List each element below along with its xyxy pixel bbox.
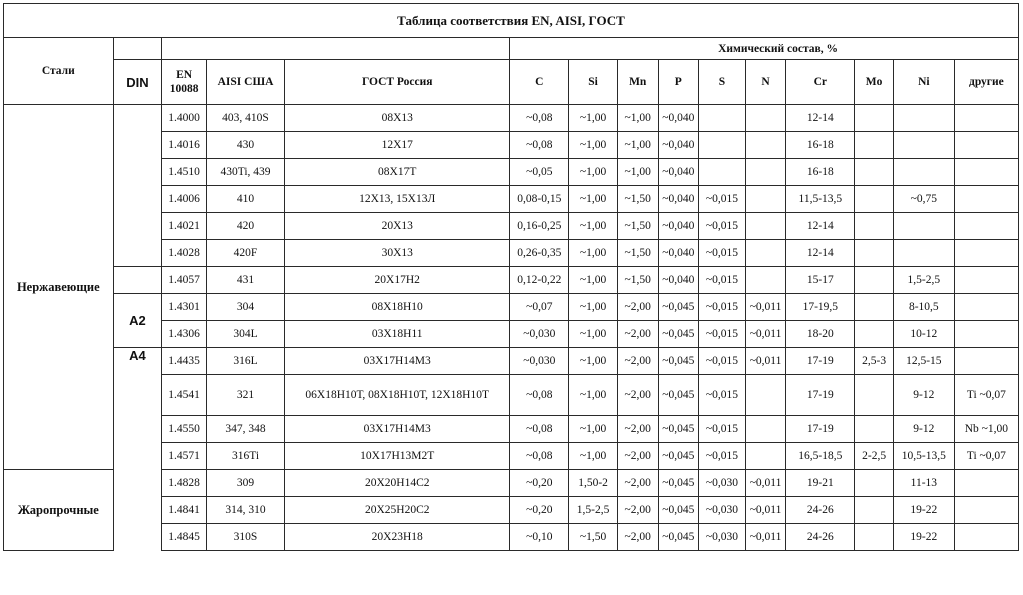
cell-si: ~1,50 [569, 524, 618, 551]
cell-p: ~0,040 [658, 267, 699, 294]
din-label-a2: A2 [113, 294, 162, 348]
cell-gost: 12Х17 [285, 132, 510, 159]
cell-c: ~0,20 [510, 470, 569, 497]
cell-n [745, 213, 786, 240]
cell-aisi: 420F [206, 240, 284, 267]
cell-s [699, 159, 746, 186]
header-din: DIN [113, 60, 162, 105]
cell-other [954, 186, 1018, 213]
cell-s: ~0,015 [699, 240, 746, 267]
cell-mn: ~2,00 [617, 470, 658, 497]
cell-ni: 9-12 [893, 375, 954, 416]
cell-aisi: 309 [206, 470, 284, 497]
cell-p: ~0,045 [658, 321, 699, 348]
table-row [4, 105, 1019, 132]
cell-en: 1.4828 [162, 470, 207, 497]
cell-gost: 30Х13 [285, 240, 510, 267]
cell-aisi: 430Ti, 439 [206, 159, 284, 186]
cell-other [954, 524, 1018, 551]
cell-other: Nb ~1,00 [954, 416, 1018, 443]
cell-s: ~0,015 [699, 443, 746, 470]
cell-p: ~0,045 [658, 375, 699, 416]
cell-cr: 11,5-13,5 [786, 186, 855, 213]
cell-si: ~1,00 [569, 186, 618, 213]
cell-mo [855, 105, 894, 132]
cell-n [745, 159, 786, 186]
header-aisi: AISI США [206, 60, 284, 105]
cell-gost: 06Х18Н10Т, 08Х18Н10Т, 12Х18Н10Т [285, 375, 510, 416]
cell-c: 0,08-0,15 [510, 186, 569, 213]
cell-mo [855, 524, 894, 551]
cell-c: ~0,08 [510, 375, 569, 416]
cell-si: ~1,00 [569, 240, 618, 267]
cell-mn: ~2,00 [617, 321, 658, 348]
din-empty-cell [113, 267, 162, 294]
header-standards-spacer [162, 38, 510, 60]
cell-other [954, 294, 1018, 321]
cell-si: ~1,00 [569, 132, 618, 159]
cell-cr: 16,5-18,5 [786, 443, 855, 470]
cell-s: ~0,015 [699, 267, 746, 294]
header-element-s: S [699, 60, 746, 105]
cell-aisi: 431 [206, 267, 284, 294]
cell-gost: 12Х13, 15Х13Л [285, 186, 510, 213]
cell-c: ~0,10 [510, 524, 569, 551]
cell-n: ~0,011 [745, 524, 786, 551]
header-element-ni: Ni [893, 60, 954, 105]
cell-cr: 17-19 [786, 416, 855, 443]
cell-p: ~0,045 [658, 443, 699, 470]
cell-aisi: 310S [206, 524, 284, 551]
cell-p: ~0,040 [658, 105, 699, 132]
cell-cr: 12-14 [786, 105, 855, 132]
cell-ni: 10,5-13,5 [893, 443, 954, 470]
cell-aisi: 314, 310 [206, 497, 284, 524]
cell-en: 1.4000 [162, 105, 207, 132]
cell-other [954, 105, 1018, 132]
cell-aisi: 321 [206, 375, 284, 416]
cell-n [745, 132, 786, 159]
cell-mn: ~2,00 [617, 443, 658, 470]
cell-ni [893, 240, 954, 267]
din-empty-cell [113, 375, 162, 551]
header-en: EN 10088 [162, 60, 207, 105]
cell-c: 0,12-0,22 [510, 267, 569, 294]
cell-ni: 11-13 [893, 470, 954, 497]
cell-other [954, 267, 1018, 294]
cell-s: ~0,015 [699, 186, 746, 213]
cell-p: ~0,040 [658, 159, 699, 186]
cell-en: 1.4541 [162, 375, 207, 416]
cell-c: ~0,08 [510, 443, 569, 470]
header-element-c: C [510, 60, 569, 105]
cell-si: ~1,00 [569, 267, 618, 294]
cell-en: 1.4016 [162, 132, 207, 159]
header-din-spacer [113, 38, 162, 60]
cell-aisi: 347, 348 [206, 416, 284, 443]
cell-p: ~0,040 [658, 186, 699, 213]
cell-other: Ti ~0,07 [954, 443, 1018, 470]
cell-ni [893, 159, 954, 186]
cell-ni [893, 132, 954, 159]
cell-si: ~1,00 [569, 375, 618, 416]
cell-n: ~0,011 [745, 294, 786, 321]
cell-aisi: 316L [206, 348, 284, 375]
cell-mo [855, 416, 894, 443]
cell-si: ~1,00 [569, 159, 618, 186]
cell-s: ~0,030 [699, 524, 746, 551]
cell-si: ~1,00 [569, 321, 618, 348]
cell-gost: 03Х17Н14М3 [285, 348, 510, 375]
cell-si: 1,50-2 [569, 470, 618, 497]
cell-p: ~0,045 [658, 470, 699, 497]
table-row [4, 348, 1019, 375]
cell-mn: ~1,50 [617, 186, 658, 213]
cell-p: ~0,045 [658, 497, 699, 524]
cell-n: ~0,011 [745, 321, 786, 348]
cell-gost: 20Х20Н14С2 [285, 470, 510, 497]
cell-mo [855, 186, 894, 213]
cell-c: ~0,030 [510, 348, 569, 375]
cell-cr: 17-19,5 [786, 294, 855, 321]
cell-ni: 19-22 [893, 497, 954, 524]
cell-mo [855, 321, 894, 348]
cell-ni: 10-12 [893, 321, 954, 348]
group-heat-resistant: Жаропрочные [4, 470, 114, 551]
header-element-other: другие [954, 60, 1018, 105]
cell-mn: ~1,50 [617, 240, 658, 267]
cell-gost: 03Х17Н14М3 [285, 416, 510, 443]
cell-s: ~0,030 [699, 497, 746, 524]
cell-s: ~0,015 [699, 375, 746, 416]
cell-aisi: 316Ti [206, 443, 284, 470]
cell-c: 0,16-0,25 [510, 213, 569, 240]
cell-c: ~0,05 [510, 159, 569, 186]
cell-ni: 9-12 [893, 416, 954, 443]
cell-s: ~0,015 [699, 321, 746, 348]
cell-other [954, 132, 1018, 159]
cell-ni: ~0,75 [893, 186, 954, 213]
cell-en: 1.4571 [162, 443, 207, 470]
title-row [4, 4, 1019, 38]
cell-other [954, 497, 1018, 524]
cell-ni: 19-22 [893, 524, 954, 551]
cell-aisi: 410 [206, 186, 284, 213]
cell-s [699, 132, 746, 159]
cell-other [954, 348, 1018, 375]
cell-en: 1.4028 [162, 240, 207, 267]
cell-cr: 16-18 [786, 132, 855, 159]
cell-si: ~1,00 [569, 294, 618, 321]
cell-mo [855, 132, 894, 159]
cell-p: ~0,045 [658, 524, 699, 551]
cell-mo [855, 267, 894, 294]
cell-aisi: 420 [206, 213, 284, 240]
cell-p: ~0,045 [658, 294, 699, 321]
cell-gost: 20Х25Н20С2 [285, 497, 510, 524]
cell-cr: 24-26 [786, 524, 855, 551]
cell-cr: 18-20 [786, 321, 855, 348]
table-row [4, 267, 1019, 294]
cell-gost: 10Х17Н13М2Т [285, 443, 510, 470]
cell-mo [855, 497, 894, 524]
cell-aisi: 403, 410S [206, 105, 284, 132]
din-empty-cell [113, 105, 162, 267]
cell-cr: 12-14 [786, 240, 855, 267]
cell-p: ~0,040 [658, 213, 699, 240]
cell-c: ~0,08 [510, 132, 569, 159]
din-label-a4: A4 [113, 348, 162, 375]
cell-s [699, 105, 746, 132]
cell-cr: 17-19 [786, 375, 855, 416]
cell-c: ~0,08 [510, 105, 569, 132]
cell-cr: 17-19 [786, 348, 855, 375]
cell-en: 1.4550 [162, 416, 207, 443]
cell-gost: 08Х13 [285, 105, 510, 132]
cell-n [745, 105, 786, 132]
header-row-2 [4, 60, 1019, 105]
cell-other [954, 470, 1018, 497]
cell-gost: 08Х17Т [285, 159, 510, 186]
cell-p: ~0,045 [658, 416, 699, 443]
cell-mo [855, 240, 894, 267]
cell-mo: 2-2,5 [855, 443, 894, 470]
cell-s: ~0,015 [699, 294, 746, 321]
header-element-mo: Mo [855, 60, 894, 105]
cell-en: 1.4845 [162, 524, 207, 551]
cell-c: ~0,030 [510, 321, 569, 348]
cell-ni [893, 105, 954, 132]
cell-en: 1.4510 [162, 159, 207, 186]
cell-mn: ~2,00 [617, 416, 658, 443]
cell-en: 1.4301 [162, 294, 207, 321]
cell-n [745, 186, 786, 213]
cell-en: 1.4057 [162, 267, 207, 294]
cell-ni: 12,5-15 [893, 348, 954, 375]
cell-si: ~1,00 [569, 443, 618, 470]
cell-en: 1.4841 [162, 497, 207, 524]
cell-other: Ti ~0,07 [954, 375, 1018, 416]
cell-gost: 20Х23Н18 [285, 524, 510, 551]
header-row-1 [4, 38, 1019, 60]
cell-mo [855, 159, 894, 186]
cell-n [745, 267, 786, 294]
table-title: Таблица соответствия EN, AISI, ГОСТ [4, 4, 1019, 38]
cell-other [954, 321, 1018, 348]
cell-ni [893, 213, 954, 240]
cell-cr: 24-26 [786, 497, 855, 524]
cell-other [954, 240, 1018, 267]
cell-n: ~0,011 [745, 348, 786, 375]
cell-ni: 1,5-2,5 [893, 267, 954, 294]
cell-gost: 20Х17Н2 [285, 267, 510, 294]
cell-other [954, 213, 1018, 240]
cell-p: ~0,040 [658, 240, 699, 267]
header-element-si: Si [569, 60, 618, 105]
cell-mo [855, 294, 894, 321]
cell-s: ~0,015 [699, 348, 746, 375]
cell-en: 1.4306 [162, 321, 207, 348]
cell-cr: 15-17 [786, 267, 855, 294]
header-element-p: P [658, 60, 699, 105]
header-steels: Стали [4, 38, 114, 105]
cell-p: ~0,045 [658, 348, 699, 375]
cell-en: 1.4021 [162, 213, 207, 240]
cell-mn: ~1,50 [617, 213, 658, 240]
cell-c: ~0,08 [510, 416, 569, 443]
cell-n [745, 416, 786, 443]
cell-c: ~0,07 [510, 294, 569, 321]
cell-n [745, 375, 786, 416]
cell-cr: 16-18 [786, 159, 855, 186]
cell-mn: ~2,00 [617, 348, 658, 375]
cell-s: ~0,015 [699, 213, 746, 240]
header-chemical-composition: Химический состав, % [510, 38, 1019, 60]
cell-mn: ~1,50 [617, 267, 658, 294]
cell-mo [855, 213, 894, 240]
cell-c: ~0,20 [510, 497, 569, 524]
steel-correspondence-table [3, 3, 1019, 551]
cell-n [745, 443, 786, 470]
cell-gost: 20Х13 [285, 213, 510, 240]
cell-mn: ~2,00 [617, 524, 658, 551]
group-stainless: Нержавеющие [4, 105, 114, 470]
cell-s: ~0,030 [699, 470, 746, 497]
cell-si: 1,5-2,5 [569, 497, 618, 524]
cell-si: ~1,00 [569, 105, 618, 132]
cell-gost: 03Х18Н11 [285, 321, 510, 348]
cell-en: 1.4435 [162, 348, 207, 375]
header-element-cr: Cr [786, 60, 855, 105]
cell-si: ~1,00 [569, 416, 618, 443]
cell-mn: ~2,00 [617, 497, 658, 524]
table-row [4, 294, 1019, 321]
cell-si: ~1,00 [569, 213, 618, 240]
cell-s: ~0,015 [699, 416, 746, 443]
cell-mo [855, 470, 894, 497]
cell-aisi: 304L [206, 321, 284, 348]
cell-mn: ~2,00 [617, 294, 658, 321]
cell-cr: 12-14 [786, 213, 855, 240]
cell-mn: ~1,00 [617, 159, 658, 186]
cell-mo [855, 375, 894, 416]
cell-n: ~0,011 [745, 497, 786, 524]
cell-mn: ~1,00 [617, 132, 658, 159]
cell-ni: 8-10,5 [893, 294, 954, 321]
header-element-n: N [745, 60, 786, 105]
cell-cr: 19-21 [786, 470, 855, 497]
cell-gost: 08Х18Н10 [285, 294, 510, 321]
cell-mn: ~1,00 [617, 105, 658, 132]
header-element-mn: Mn [617, 60, 658, 105]
cell-aisi: 304 [206, 294, 284, 321]
cell-other [954, 159, 1018, 186]
cell-si: ~1,00 [569, 348, 618, 375]
cell-n: ~0,011 [745, 470, 786, 497]
cell-en: 1.4006 [162, 186, 207, 213]
cell-p: ~0,040 [658, 132, 699, 159]
cell-aisi: 430 [206, 132, 284, 159]
header-gost: ГОСТ Россия [285, 60, 510, 105]
table-row [4, 375, 1019, 416]
cell-mo: 2,5-3 [855, 348, 894, 375]
cell-n [745, 240, 786, 267]
cell-mn: ~2,00 [617, 375, 658, 416]
cell-c: 0,26-0,35 [510, 240, 569, 267]
